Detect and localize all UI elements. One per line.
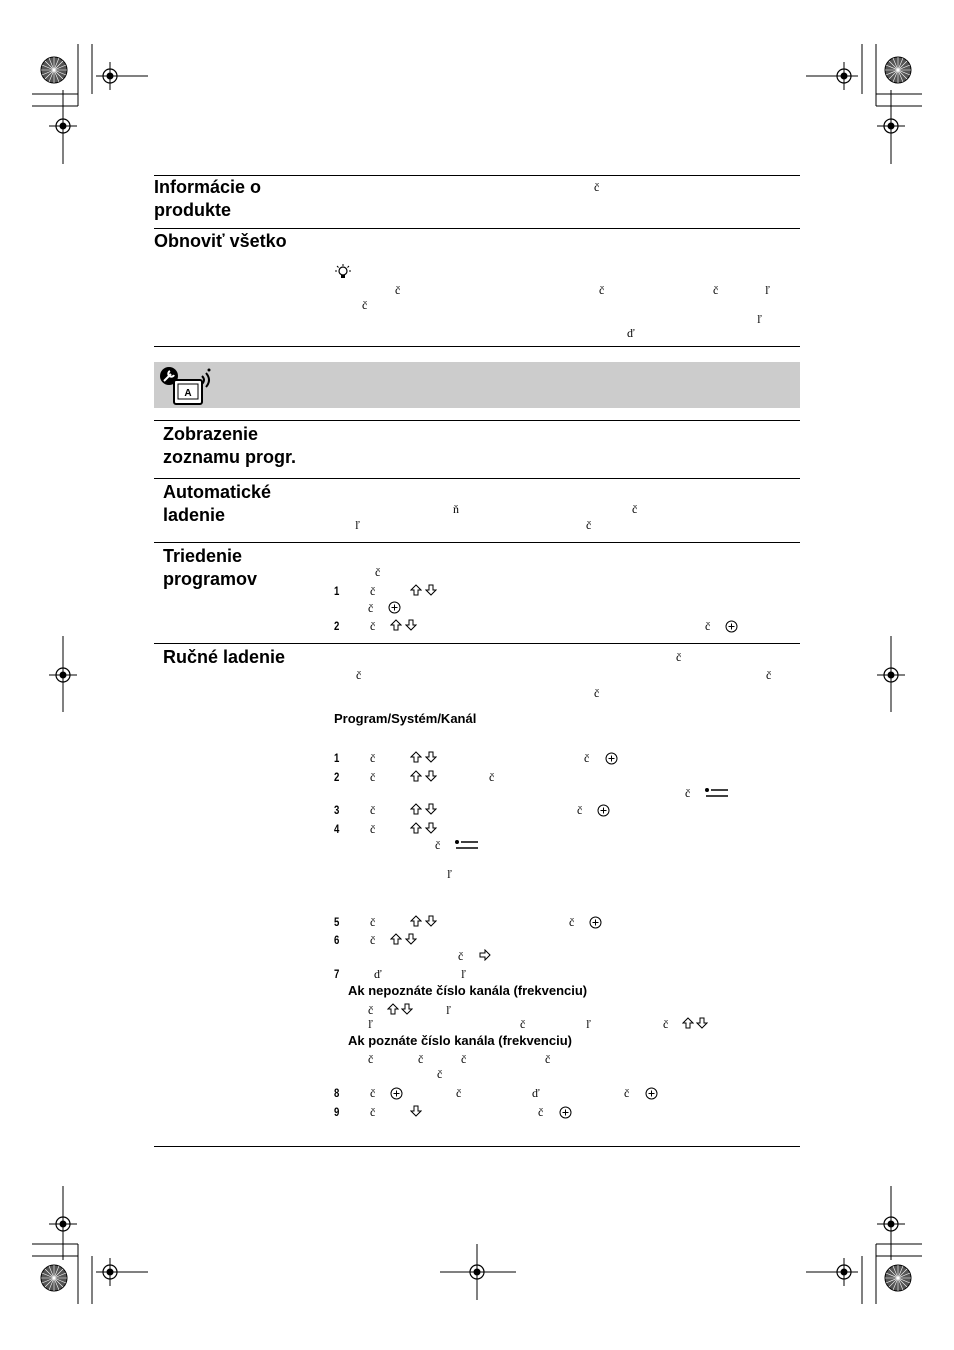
glyph: č bbox=[370, 933, 376, 947]
glyph: č bbox=[370, 803, 376, 817]
glyph: č bbox=[418, 1052, 424, 1066]
glyph: č bbox=[632, 502, 638, 516]
arrow-down-icon bbox=[425, 822, 437, 834]
glyph: č bbox=[599, 283, 605, 297]
glyph: č bbox=[368, 601, 374, 615]
step-number: 2 bbox=[334, 619, 340, 633]
glyph: č bbox=[456, 1086, 462, 1100]
step-number: 5 bbox=[334, 915, 340, 929]
glyph: ň bbox=[453, 502, 459, 516]
divider bbox=[154, 643, 800, 644]
divider bbox=[154, 346, 800, 347]
glyph: č bbox=[520, 1017, 526, 1031]
enter-icon bbox=[725, 620, 738, 633]
arrow-up-icon bbox=[410, 915, 422, 927]
setup-tv-icon bbox=[158, 362, 214, 408]
glyph: č bbox=[577, 803, 583, 817]
enter-icon bbox=[559, 1106, 572, 1119]
arrow-down-icon bbox=[696, 1017, 708, 1029]
glyph: ľ bbox=[757, 312, 762, 326]
glyph: č bbox=[368, 1003, 374, 1017]
glyph: č bbox=[458, 949, 464, 963]
arrow-down-icon bbox=[425, 751, 437, 763]
arrow-down-icon bbox=[405, 933, 417, 945]
enter-icon bbox=[390, 1087, 403, 1100]
step-number: 1 bbox=[334, 584, 340, 598]
arrow-down-icon bbox=[410, 1105, 422, 1117]
glyph: č bbox=[594, 686, 600, 700]
divider bbox=[154, 478, 800, 479]
glyph: č bbox=[370, 770, 376, 784]
divider bbox=[154, 228, 800, 229]
step-number: 7 bbox=[334, 967, 340, 981]
setup-band-letter: A bbox=[184, 388, 192, 399]
glyph: č bbox=[370, 1086, 376, 1100]
glyph: č bbox=[489, 770, 495, 784]
glyph: č bbox=[435, 838, 441, 852]
glyph: č bbox=[594, 180, 600, 194]
arrow-down-icon bbox=[401, 1003, 413, 1015]
bulb-tip-icon bbox=[335, 264, 351, 280]
glyph: ď bbox=[374, 967, 382, 981]
enter-icon bbox=[597, 804, 610, 817]
enter-icon bbox=[589, 916, 602, 929]
arrow-up-icon bbox=[410, 770, 422, 782]
glyph: č bbox=[586, 518, 592, 532]
glyph: č bbox=[685, 786, 691, 800]
glyph: č bbox=[375, 565, 381, 579]
glyph: č bbox=[676, 650, 682, 664]
return-icon bbox=[454, 839, 480, 851]
glyph: č bbox=[624, 1086, 630, 1100]
section-auto-tuning: Automatické ladenie bbox=[163, 482, 272, 525]
glyph: č bbox=[766, 668, 772, 682]
glyph: č bbox=[569, 915, 575, 929]
arrow-right-icon bbox=[479, 949, 491, 961]
step-number: 3 bbox=[334, 803, 340, 817]
arrow-up-icon bbox=[410, 822, 422, 834]
section-sort-programs: Triedenie programov bbox=[163, 546, 258, 589]
step-number: 9 bbox=[334, 1105, 340, 1119]
glyph: ľ bbox=[765, 283, 770, 297]
glyph: ľ bbox=[355, 518, 360, 532]
glyph: č bbox=[545, 1052, 551, 1066]
step-number: 6 bbox=[334, 933, 340, 947]
arrow-up-icon bbox=[410, 584, 422, 596]
glyph: č bbox=[370, 1105, 376, 1119]
glyph: č bbox=[584, 751, 590, 765]
subhead-program-system-channel: Program/Systém/Kanál bbox=[334, 711, 477, 726]
glyph: č bbox=[370, 822, 376, 836]
arrow-down-icon bbox=[425, 584, 437, 596]
arrow-down-icon bbox=[425, 803, 437, 815]
glyph: ľ bbox=[586, 1017, 591, 1031]
arrow-up-icon bbox=[390, 619, 402, 631]
divider bbox=[154, 1146, 800, 1147]
glyph: ď bbox=[532, 1086, 540, 1100]
step-number: 2 bbox=[334, 770, 340, 784]
enter-icon bbox=[605, 752, 618, 765]
glyph: č bbox=[713, 283, 719, 297]
setup-band bbox=[154, 362, 800, 408]
glyph: ľ bbox=[447, 867, 452, 881]
arrow-up-icon bbox=[410, 803, 422, 815]
arrow-down-icon bbox=[405, 619, 417, 631]
glyph: č bbox=[356, 668, 362, 682]
section-reset-all: Obnoviť všetko bbox=[154, 231, 287, 251]
glyph: ľ bbox=[446, 1003, 451, 1017]
glyph: č bbox=[370, 619, 376, 633]
glyph: ľ bbox=[368, 1017, 373, 1031]
arrow-up-icon bbox=[387, 1003, 399, 1015]
glyph: č bbox=[538, 1105, 544, 1119]
glyph: č bbox=[705, 619, 711, 633]
arrow-down-icon bbox=[425, 915, 437, 927]
arrow-up-icon bbox=[682, 1017, 694, 1029]
section-program-list: Zobrazenie zoznamu progr. bbox=[163, 424, 297, 467]
arrow-down-icon bbox=[425, 770, 437, 782]
enter-icon bbox=[388, 601, 401, 614]
enter-icon bbox=[645, 1087, 658, 1100]
step-number: 1 bbox=[334, 751, 340, 765]
arrow-up-icon bbox=[390, 933, 402, 945]
glyph: ď bbox=[627, 326, 635, 340]
step-number: 4 bbox=[334, 822, 340, 836]
divider bbox=[154, 420, 800, 421]
arrow-up-icon bbox=[410, 751, 422, 763]
glyph: č bbox=[663, 1017, 669, 1031]
glyph: ľ bbox=[461, 967, 466, 981]
section-manual-tuning: Ručné ladenie bbox=[163, 647, 286, 667]
section-product-info: Informácie o produkte bbox=[154, 177, 262, 220]
subhead-unknown-channel: Ak nepoznáte číslo kanála (frekvenciu) bbox=[348, 983, 588, 998]
glyph: č bbox=[362, 298, 368, 312]
glyph: č bbox=[368, 1052, 374, 1066]
subhead-known-channel: Ak poznáte číslo kanála (frekvenciu) bbox=[348, 1033, 572, 1048]
glyph: č bbox=[461, 1052, 467, 1066]
glyph: č bbox=[437, 1067, 443, 1081]
glyph: č bbox=[370, 915, 376, 929]
glyph: č bbox=[395, 283, 401, 297]
return-icon bbox=[704, 787, 730, 799]
glyph: č bbox=[370, 584, 376, 598]
glyph: č bbox=[370, 751, 376, 765]
divider bbox=[154, 542, 800, 543]
step-number: 8 bbox=[334, 1086, 340, 1100]
